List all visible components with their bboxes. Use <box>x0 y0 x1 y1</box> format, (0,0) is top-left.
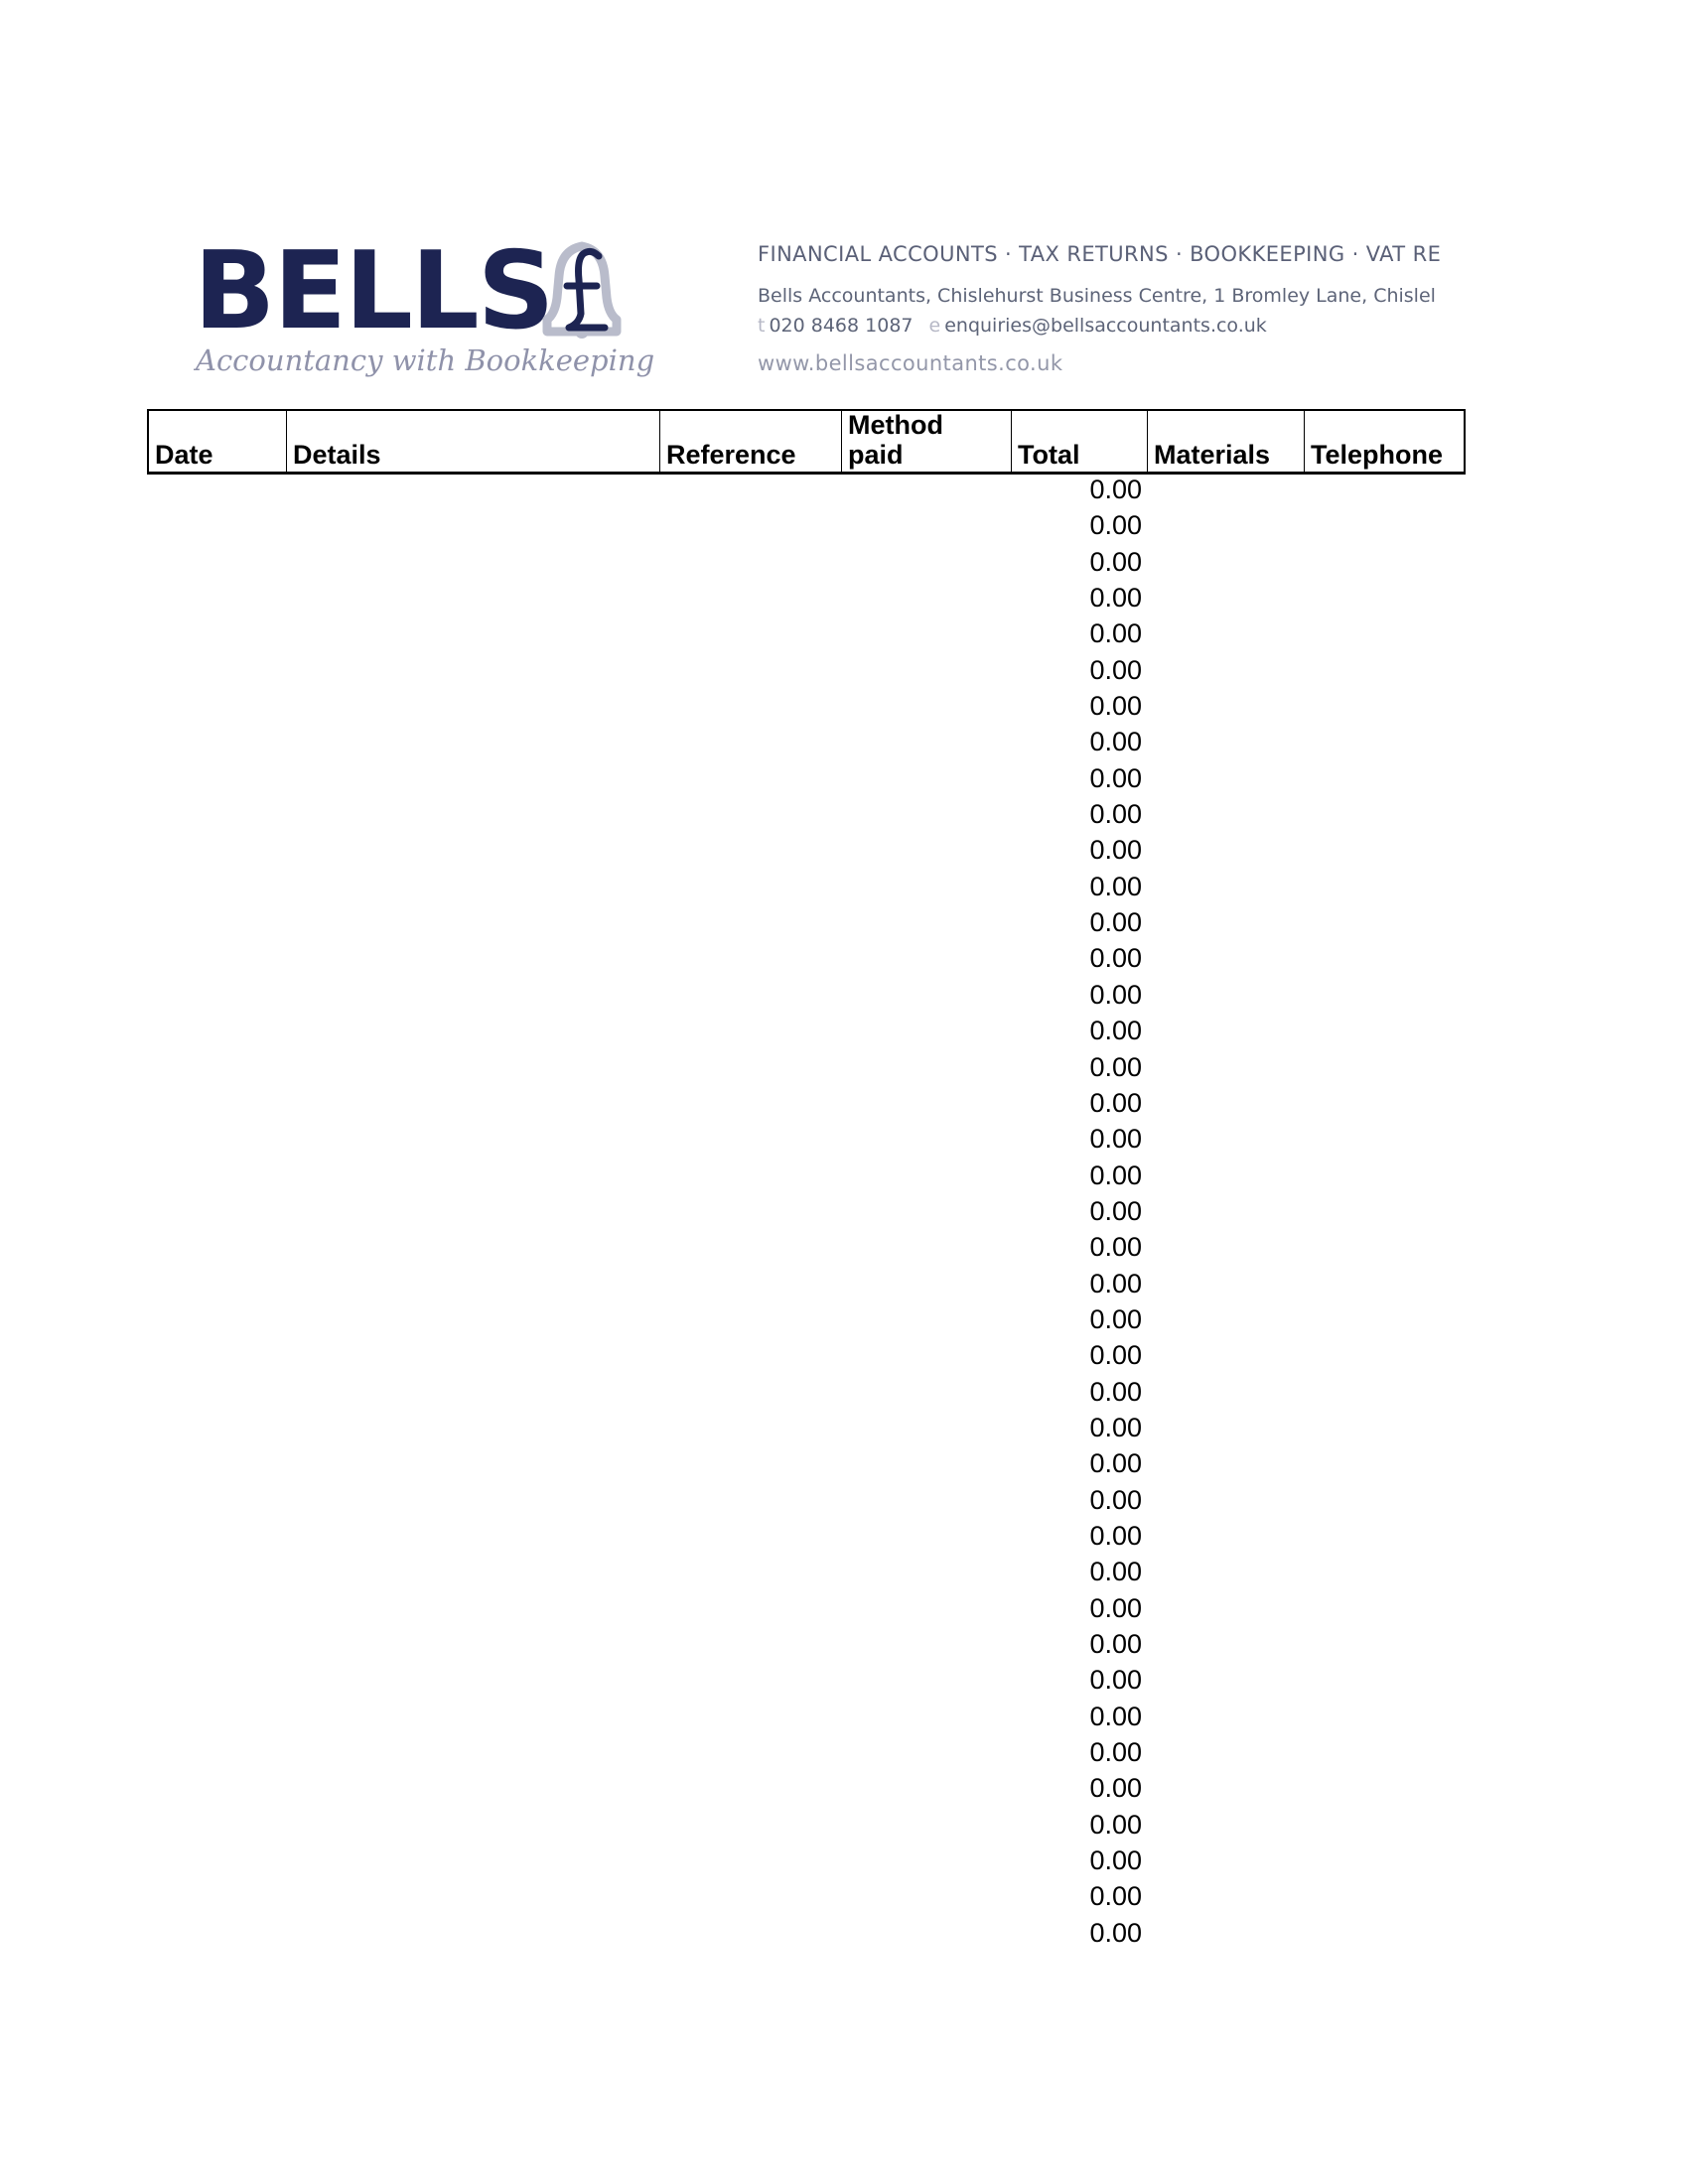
total-cell: 0.00 <box>1089 1268 1142 1298</box>
phone-number: 020 8468 1087 <box>769 315 914 337</box>
total-cell: 0.00 <box>1089 1124 1142 1155</box>
total-cell: 0.00 <box>1089 871 1142 901</box>
total-cell: 0.00 <box>1089 943 1142 974</box>
total-cell: 0.00 <box>1089 979 1142 1010</box>
total-cell: 0.00 <box>1089 762 1142 793</box>
total-cell: 0.00 <box>1089 1917 1142 1948</box>
total-cell: 0.00 <box>1089 727 1142 757</box>
total-cell: 0.00 <box>1089 907 1142 938</box>
column-header-telephone: Telephone <box>1311 440 1444 470</box>
total-cell: 0.00 <box>1089 1629 1142 1659</box>
total-cell: 0.00 <box>1089 510 1142 541</box>
total-cell: 0.00 <box>1089 1016 1142 1046</box>
contact-line <box>758 315 1267 337</box>
total-cell: 0.00 <box>1089 1809 1142 1840</box>
total-column <box>1008 475 1145 1954</box>
total-cell: 0.00 <box>1089 1773 1142 1804</box>
total-cell: 0.00 <box>1089 835 1142 866</box>
column-header-date: Date <box>149 411 287 472</box>
website-line: www.bellsaccountants.co.uk <box>758 351 1063 375</box>
phone-label: t <box>758 315 766 337</box>
total-cell: 0.00 <box>1089 799 1142 830</box>
total-cell: 0.00 <box>1089 1160 1142 1190</box>
column-header-total: Total <box>1012 411 1148 472</box>
total-cell: 0.00 <box>1089 1845 1142 1876</box>
total-cell: 0.00 <box>1089 583 1142 614</box>
total-cell: 0.00 <box>1089 1737 1142 1768</box>
total-cell: 0.00 <box>1089 1592 1142 1623</box>
total-cell: 0.00 <box>1089 1232 1142 1263</box>
total-cell: 0.00 <box>1089 1520 1142 1551</box>
total-cell: 0.00 <box>1089 1303 1142 1334</box>
total-cell: 0.00 <box>1089 1087 1142 1118</box>
logo-wordmark: BELLS <box>194 238 553 353</box>
column-header-reference: Reference <box>660 411 842 472</box>
total-cell: 0.00 <box>1089 1448 1142 1479</box>
total-cell: 0.00 <box>1089 1412 1142 1442</box>
table-header <box>147 409 1466 475</box>
total-cell: 0.00 <box>1089 1051 1142 1082</box>
email-label: e <box>928 315 941 337</box>
total-cell: 0.00 <box>1089 691 1142 722</box>
bells-logo <box>194 238 655 387</box>
total-cell: 0.00 <box>1089 1881 1142 1912</box>
total-cell: 0.00 <box>1089 1484 1142 1515</box>
letterhead <box>194 238 1470 387</box>
total-cell: 0.00 <box>1089 618 1142 649</box>
column-header-method-paid: Method paid <box>842 411 1012 472</box>
total-cell: 0.00 <box>1089 1701 1142 1731</box>
total-cell: 0.00 <box>1089 1195 1142 1226</box>
email-address: enquiries@bellsaccountants.co.uk <box>944 315 1267 337</box>
column-header-materials: Materials <box>1148 411 1305 472</box>
total-cell: 0.00 <box>1089 1665 1142 1696</box>
total-cell: 0.00 <box>1089 546 1142 577</box>
bell-pound-icon <box>517 240 646 340</box>
total-cell: 0.00 <box>1089 1340 1142 1371</box>
column-header-details: Details <box>287 411 660 472</box>
total-cell: 0.00 <box>1089 1557 1142 1587</box>
address-line: Bells Accountants, Chislehurst Business Centre, 1 Bromley Lane, Chislel <box>758 285 1436 307</box>
total-cell: 0.00 <box>1089 475 1142 504</box>
total-cell: 0.00 <box>1089 654 1142 685</box>
total-cell: 0.00 <box>1089 1376 1142 1407</box>
logo-tagline: Accountancy with Bookkeeping <box>196 343 655 377</box>
services-line: FINANCIAL ACCOUNTS · TAX RETURNS · BOOKKEEPING · VAT RE <box>758 242 1442 266</box>
